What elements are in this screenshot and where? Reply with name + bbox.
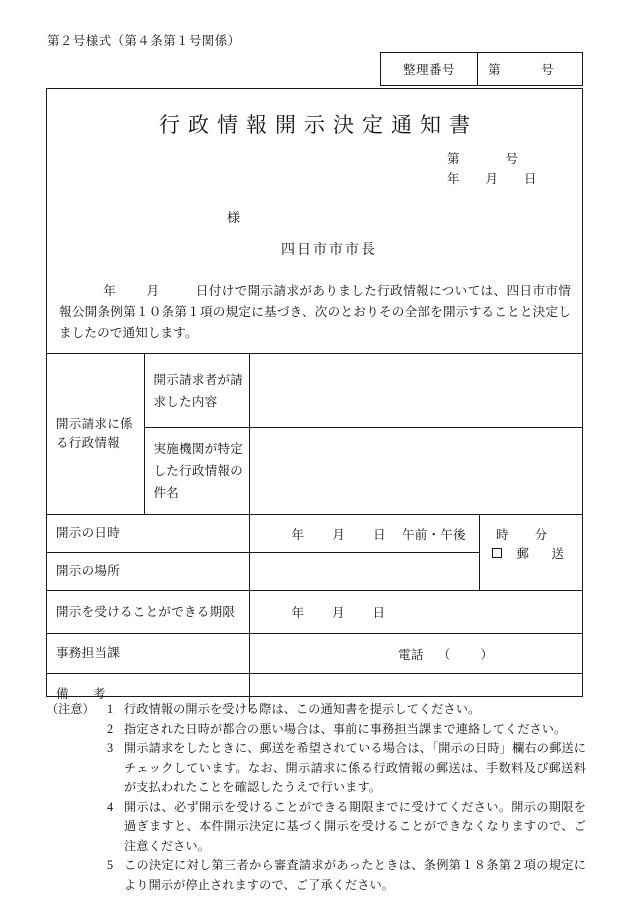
row-label-disclosure-place bbox=[47, 553, 249, 591]
mail-option-label: 郵 送 bbox=[516, 546, 569, 561]
request-content-label: 開示請求者が請求した内容 bbox=[153, 372, 244, 409]
addressee-honorific: 様 bbox=[227, 210, 241, 225]
control-number-box bbox=[380, 52, 583, 86]
deadline-fields bbox=[250, 603, 583, 621]
datetime-hour: 時 bbox=[495, 527, 509, 542]
row-label-deadline bbox=[47, 591, 249, 634]
disclosure-datetime-fields bbox=[250, 525, 548, 543]
body-date-month: 月 bbox=[146, 284, 160, 298]
value-department[interactable] bbox=[249, 634, 582, 674]
row-label-department bbox=[47, 634, 249, 674]
deadline-day: 日 bbox=[372, 606, 386, 620]
note-number: 1 bbox=[106, 702, 114, 716]
table-row bbox=[47, 591, 582, 634]
datetime-month: 月 bbox=[332, 527, 346, 542]
notes-heading: （注意） bbox=[46, 702, 95, 716]
table-row bbox=[47, 354, 582, 428]
specified-info-label: 実施機関が特定した行政情報の件名 bbox=[153, 442, 244, 500]
table-row bbox=[47, 634, 582, 674]
datetime-year: 年 bbox=[291, 527, 305, 542]
row-label-request-info bbox=[47, 354, 144, 515]
note-text: 開示請求をしたときに、郵送を希望されている場合は、「開示の日時」欄右の郵送にチェックしています。なお、開示請求に係る行政情報の郵送は、手数料及び郵送料が支払われたことを確認したうえで行います。 bbox=[124, 741, 586, 794]
disclosure-place-label: 開示の場所 bbox=[56, 564, 121, 578]
department-label: 事務担当課 bbox=[56, 646, 121, 660]
document-date-day: 日 bbox=[524, 172, 537, 186]
notes-section bbox=[46, 700, 586, 895]
note-number: 4 bbox=[106, 799, 114, 814]
control-number-field[interactable] bbox=[478, 53, 582, 85]
note-item bbox=[46, 720, 586, 740]
request-info-label: 開示請求に係る行政情報 bbox=[56, 417, 133, 450]
body-date-year: 年 bbox=[103, 284, 117, 298]
document-number-prefix: 第 bbox=[447, 152, 460, 166]
note-number: 2 bbox=[106, 721, 114, 736]
control-number-suffix: 号 bbox=[541, 63, 555, 77]
main-form-box bbox=[46, 88, 583, 701]
tel-open-paren: （ bbox=[437, 647, 451, 662]
datetime-minute: 分 bbox=[534, 527, 548, 542]
note-text: 開示は、必ず開示を受けることができる期限までに受けてください。開示の期限を過ぎますと、本件開示決定に基づく開示を受けることができなくなりますので、ご注意ください。 bbox=[124, 799, 586, 853]
note-number: 5 bbox=[106, 858, 114, 872]
tel-label: 電話 bbox=[398, 647, 424, 662]
note-text: 指定された日時が都合の悪い場合は、事前に事務担当課まで連絡してください。 bbox=[124, 721, 567, 736]
value-specified-info[interactable] bbox=[249, 428, 582, 515]
issuer-name: 四日市市市長 bbox=[281, 243, 377, 258]
disclosure-datetime-label: 開示の日時 bbox=[56, 526, 121, 540]
control-number-prefix: 第 bbox=[488, 63, 502, 77]
value-request-content[interactable] bbox=[249, 354, 582, 428]
tel-close-paren: ） bbox=[480, 647, 494, 662]
note-item bbox=[46, 856, 586, 895]
deadline-month: 月 bbox=[332, 606, 345, 620]
department-tel-fields bbox=[250, 645, 583, 663]
sublabel-specified-info bbox=[144, 428, 249, 515]
page-title: 行政情報開示決定通知書 bbox=[159, 113, 478, 137]
form-number: 第２号様式（第４条第１号関係） bbox=[47, 34, 241, 48]
remarks-label-char1: 備 bbox=[56, 687, 69, 701]
document-meta bbox=[447, 149, 537, 189]
control-number-label: 整理番号 bbox=[381, 53, 478, 85]
mail-option-inner bbox=[480, 544, 583, 562]
note-number: 3 bbox=[106, 741, 114, 755]
note-item bbox=[46, 798, 586, 857]
note-text: この決定に対し第三者から審査請求があったときは、条例第１８条第２項の規定により開示が停止されますので、ご了承ください。 bbox=[124, 858, 586, 892]
body-paragraph bbox=[59, 281, 571, 344]
note-item bbox=[46, 700, 586, 720]
note-text: 行政情報の開示を受ける際は、この通知書を提示してください。 bbox=[124, 702, 481, 716]
body-text: 付けで開示請求がありました行政情報については、四日市市情報公開条例第１０条第１項の規定に基づき、次のとおりその全部を開示することと決定しましたので通知します。 bbox=[59, 284, 571, 340]
disclosure-form-table bbox=[47, 353, 582, 712]
note-item bbox=[46, 739, 586, 798]
body-date-day: 日 bbox=[195, 284, 209, 298]
document-number-row[interactable] bbox=[447, 149, 537, 169]
datetime-ampm[interactable]: 午前・午後 bbox=[401, 527, 466, 542]
deadline-year: 年 bbox=[291, 606, 305, 620]
datetime-day: 日 bbox=[373, 527, 386, 542]
deadline-label: 開示を受けることができる期限 bbox=[56, 604, 236, 619]
sublabel-request-content bbox=[144, 354, 249, 428]
value-disclosure-place[interactable] bbox=[249, 553, 479, 591]
remarks-label-char2: 考 bbox=[92, 687, 106, 701]
value-disclosure-datetime[interactable] bbox=[249, 515, 548, 553]
value-deadline[interactable] bbox=[249, 591, 582, 634]
mail-checkbox-icon[interactable] bbox=[492, 548, 502, 558]
document-number-suffix: 号 bbox=[505, 152, 519, 166]
document-date-month: 月 bbox=[485, 172, 499, 186]
document-date-row[interactable] bbox=[447, 169, 537, 189]
row-label-disclosure-datetime bbox=[47, 515, 249, 553]
table-row bbox=[47, 515, 582, 553]
document-date-year: 年 bbox=[447, 172, 460, 186]
